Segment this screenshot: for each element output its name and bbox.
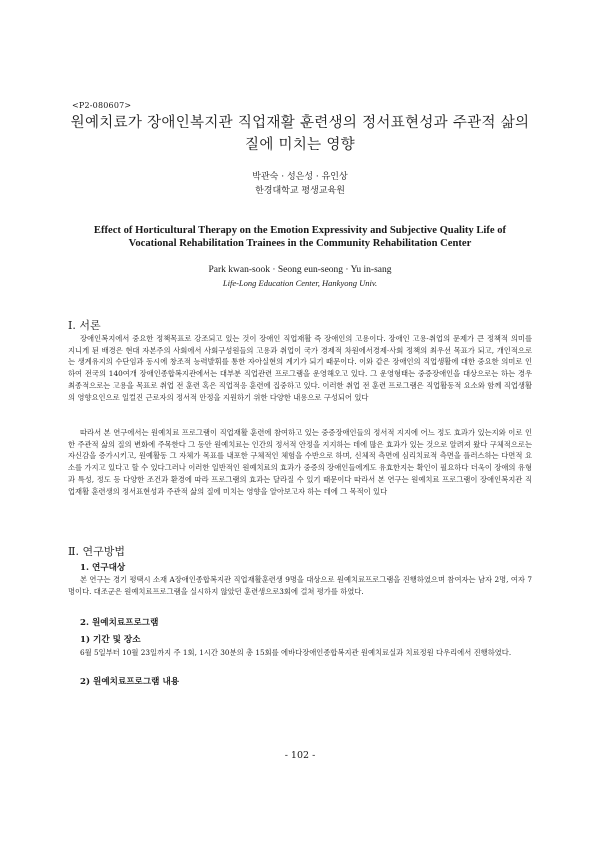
english-title-line-2: Vocational Rehabilitation Trainees in the Community Rehabilitation Center — [128, 238, 472, 249]
subjects-heading: 1. 연구대상 — [80, 563, 126, 573]
english-authors: Park kwan-sook · Seong eun-seong · Yu in-sang — [208, 265, 392, 275]
korean-title-line-2: 질에 미치는 영향 — [245, 137, 355, 153]
english-title-line-1: Effect of Horticultural Therapy on the Emotion Expressivity and Subjective Quality Life of — [93, 225, 507, 236]
english-authors-block — [0, 264, 600, 290]
subjects-paragraph: 본 연구는 경기 평택시 소재 A장애인종합복지관 직업재활훈련생 9명을 대상으로 원예치료프로그램을 진행하였으며 참여자는 남자 2명, 여자 7명이다. 대조군은 원예치료프로그램을 실시하지 않았던 훈련생으로3회에 걸쳐 평가를 하였다. — [68, 575, 532, 596]
korean-affiliation: 한경대학교 평생교육원 — [255, 186, 345, 196]
program-heading: 2. 원예치료프로그램 — [80, 618, 159, 628]
page-number: - 102 - — [284, 750, 316, 761]
program-content-heading: 2) 원예치료프로그램 내용 — [80, 677, 180, 687]
intro-paragraph-2: 따라서 본 연구에서는 원예치료 프로그램이 직업재활 훈련에 참여하고 있는 중증장애인들의 정서적 지지에 어느 정도 효과가 있는지와 이로 인한 주관적 삶의 질의 변화에 주목한다 그 동안 원예치료는 인간의 정서적 안정을 지지하는 데에 많은 효과가 있는 것으로 알려져 왔다 구체적으로는 자신감을 증가시키고, 원예활동 그 자체가 목표를 내포한 구체적인 체험을 수반으로 하며, 신체적 측면에 심리치료적 측면을 플러스하는 다면적 요소를 가지고 있다고 할 수 있다그러나 이러한 일반적인 원예치료의 효과가 중증의 장애인들에게도 유효한지는 확인이 필요하다 더욱이 장애의 유형과 특성, 정도 등 다양한 조건과 환경에 따라 프로그램의 효과는 달라질 수 있기 때문이다 따라서 본 연구는 원예치료 프로그램이 장애인복지관 직업재활 훈련생의 정서표현성과 주관적 삶의 질에 미치는 영향을 알아보고자 하는 데에 그 목적이 있다 — [68, 428, 532, 496]
korean-authors: 박관숙 · 성은성 · 유인상 — [252, 172, 348, 182]
period-heading: 1) 기간 및 장소 — [80, 635, 141, 645]
intro-paragraph-1: 장애인복지에서 중요한 정책목표로 강조되고 있는 것이 장애인 직업재활 즉 장애인의 고용이다. 장애인 고용·취업의 문제가 큰 정책적 의미를 지니게 된 배경은 현대 자본주의 사회에서 사회구성원들의 고용과 취업이 국가 경제적 차원에서경제·사회 정책의 최우선 목표가 되고, 개인적으로는 생계유지의 수단임과 동시에 창조적 능력발휘를 통한 자아실현의 계기가 되기 때문이다. 이와 같은 장애인의 직업생활에 대한 중요한 의미로 인하여 전국의 140여개 장애인종합복지관에서는 대부분 직업관련 프로그램을 운영해오고 있다. 그 운영형태는 중증장애인을 대상으로는 하는 경우 최종적으로는 고용을 목표로 취업 전 훈련 혹은 직업적응 훈련에 집중하고 있다. 이러한 취업 전 훈련 프로그램은 직업활동적 요소와 함께 직업생활의 영향요인으로 일컬진 근로자의 정서적 안정을 지원하기 위한 다양한 내용으로 구성되어 있다 — [68, 334, 532, 402]
korean-title-line-1: 원예치료가 장애인복지관 직업재활 훈련생의 정서표현성과 주관적 삶의 — [70, 115, 530, 131]
methods-heading: Ⅱ. 연구방법 — [68, 545, 125, 558]
intro-heading: Ⅰ. 서론 — [68, 319, 101, 332]
korean-title — [40, 112, 560, 156]
paper-code: <P2-080607> — [72, 101, 132, 110]
english-title — [60, 224, 540, 250]
korean-authors-block — [0, 170, 600, 198]
period-paragraph: 6월 5일부터 10월 23일까지 주 1회, 1시간 30분의 총 15회를 에바다장애인종합복지관 원예치료실과 치료정원 다우리에서 진행하였다. — [80, 648, 512, 657]
english-affiliation: Life-Long Education Center, Hankyong Univ. — [222, 278, 378, 288]
